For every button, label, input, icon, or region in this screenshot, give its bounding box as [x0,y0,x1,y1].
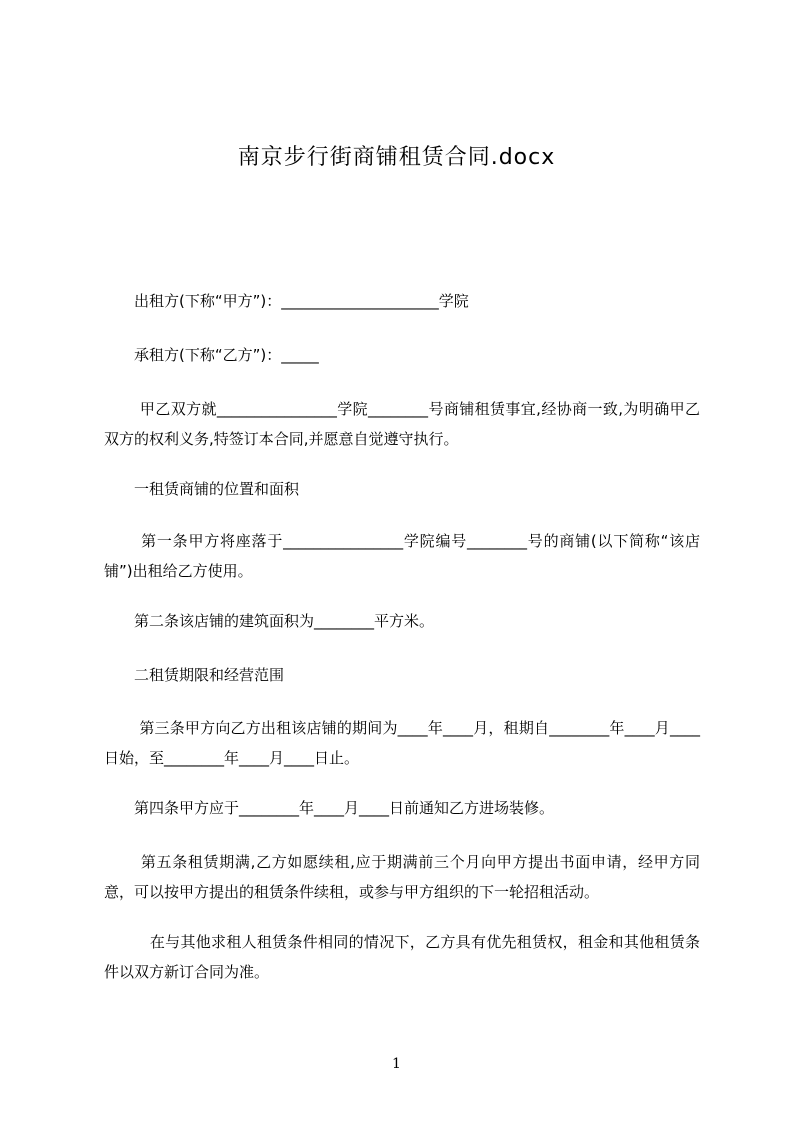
paragraph-article-4: 第四条甲方应于________年____月____日前通知乙方进场装修。 [104,799,555,817]
paragraph-article-3: 第三条甲方向乙方出租该店铺的期间为____年____月，租期自________年____月____日始，至________年____月____日止。 [104,719,700,767]
paragraph-preamble: 甲乙双方就________________学院________号商铺租赁事宜,经协商一致,为明确甲乙双方的权利义务,特签订本合同,并愿意自觉遵守执行。 [104,400,700,448]
section-heading-term: 二租赁期限和经营范围 [104,666,285,684]
paragraph-article-5: 第五条租赁期满,乙方如愿续租,应于期满前三个月向甲方提出书面申请，经甲方同意，可以按甲方提出的租赁条件续租，或参与甲方组织的下一轮招租活动。 [104,853,700,901]
document-title: 南京步行街商铺租赁合同.docx [237,145,556,170]
paragraph-priority-clause: 在与其他求租人租赁条件相同的情况下，乙方具有优先租赁权，租金和其他租赁条件以双方新订合同为准。 [104,933,700,981]
paragraph-lessor: 出租方(下称“甲方”)：_____________________学院 [104,292,469,310]
paragraph-article-2: 第二条该店铺的建筑面积为________平方米。 [104,612,435,630]
paragraph-lessee: 承租方(下称“乙方”)：_____ [104,346,319,364]
paragraph-article-1: 第一条甲方将座落于________________学院编号________号的商铺(以下简称“该店铺”)出租给乙方使用。 [104,532,700,580]
page-number: 1 [392,1056,401,1072]
section-heading-location: 一租赁商铺的位置和面积 [104,480,300,498]
